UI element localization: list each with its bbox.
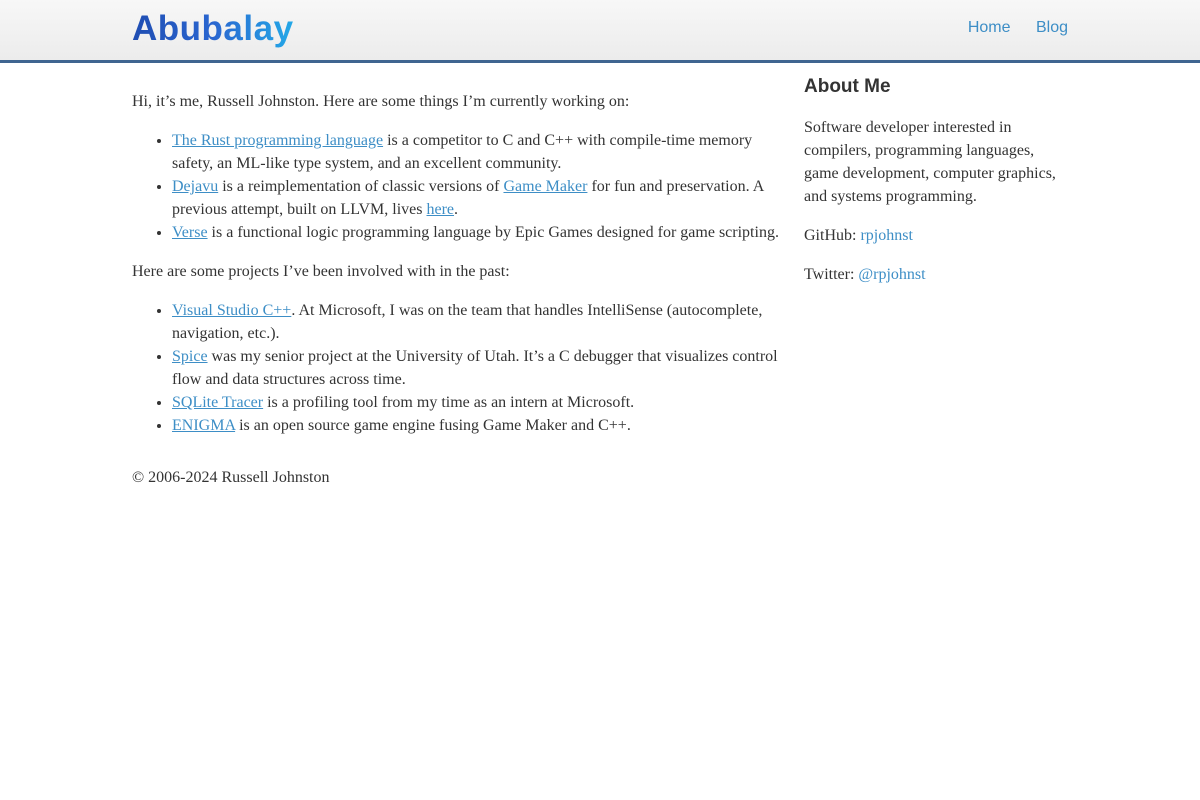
list-item — [172, 175, 782, 221]
enigma-description: is an open source game engine fusing Game Maker and C++. — [235, 417, 631, 434]
dejavu-description-2: for fun and preservation. A previous attempt, built on LLVM, lives — [172, 178, 764, 218]
list-item — [172, 129, 782, 175]
verse-link[interactable]: Verse — [172, 224, 208, 241]
rust-description: is a competitor to C and C++ with compile-time memory safety, an ML-like type system, and an excellent community. — [172, 132, 753, 172]
list-item — [172, 299, 782, 345]
past-intro-text: Here are some projects I’ve been involved with in the past: — [132, 263, 510, 280]
footer-copyright: © 2006-2024 Russell Johnston — [132, 469, 330, 486]
github-line — [804, 224, 1068, 247]
header-inner — [132, 0, 1068, 60]
nav-blog-link[interactable]: Blog — [1035, 19, 1068, 36]
github-label: GitHub: — [804, 227, 861, 244]
main-nav — [947, 19, 1068, 37]
list-item — [172, 414, 782, 437]
site-logo[interactable]: Abubalay — [132, 9, 294, 48]
intro-text: Hi, it’s me, Russell Johnston. Here are some things I’m currently working on: — [132, 93, 630, 110]
bio-text: Software developer interested in compilers, programming languages, game development, computer graphics, and systems programming. — [804, 119, 1056, 205]
current-projects-list — [132, 129, 782, 244]
game-maker-link[interactable]: Game Maker — [503, 178, 588, 195]
spice-link[interactable]: Spice — [172, 348, 208, 365]
about-me-heading: About Me — [804, 76, 891, 97]
nav-home-link[interactable]: Home — [967, 19, 1011, 36]
twitter-link[interactable]: @rpjohnst — [858, 266, 926, 283]
spice-description: was my senior project at the University of Utah. It’s a C debugger that visualizes control flow and data structures across time. — [172, 348, 778, 388]
dejavu-link[interactable]: Dejavu — [172, 178, 219, 195]
enigma-link[interactable]: ENIGMA — [172, 417, 236, 434]
rust-link[interactable]: The Rust programming language — [172, 132, 384, 149]
sqlite-tracer-description: is a profiling tool from my time as an intern at Microsoft. — [263, 394, 635, 411]
twitter-label: Twitter: — [804, 266, 859, 283]
github-link[interactable]: rpjohnst — [860, 227, 913, 244]
visual-studio-link[interactable]: Visual Studio C++ — [172, 302, 292, 319]
site-header — [0, 0, 1200, 63]
list-item — [172, 221, 782, 244]
list-item — [172, 345, 782, 391]
past-projects-list — [132, 299, 782, 437]
sqlite-tracer-link[interactable]: SQLite Tracer — [172, 394, 264, 411]
verse-description: is a functional logic programming language by Epic Games designed for game scripting. — [207, 224, 779, 241]
dejavu-description-3: . — [454, 201, 459, 218]
dejavu-description-1: is a reimplementation of classic versions of — [218, 178, 504, 195]
visual-studio-description: . At Microsoft, I was on the team that handles IntelliSense (autocomplete, navigation, etc.). — [172, 302, 763, 342]
main-content — [132, 74, 782, 453]
list-item — [172, 391, 782, 414]
twitter-line — [804, 263, 1068, 286]
sidebar — [804, 74, 1068, 302]
llvm-here-link[interactable]: here — [426, 201, 455, 218]
